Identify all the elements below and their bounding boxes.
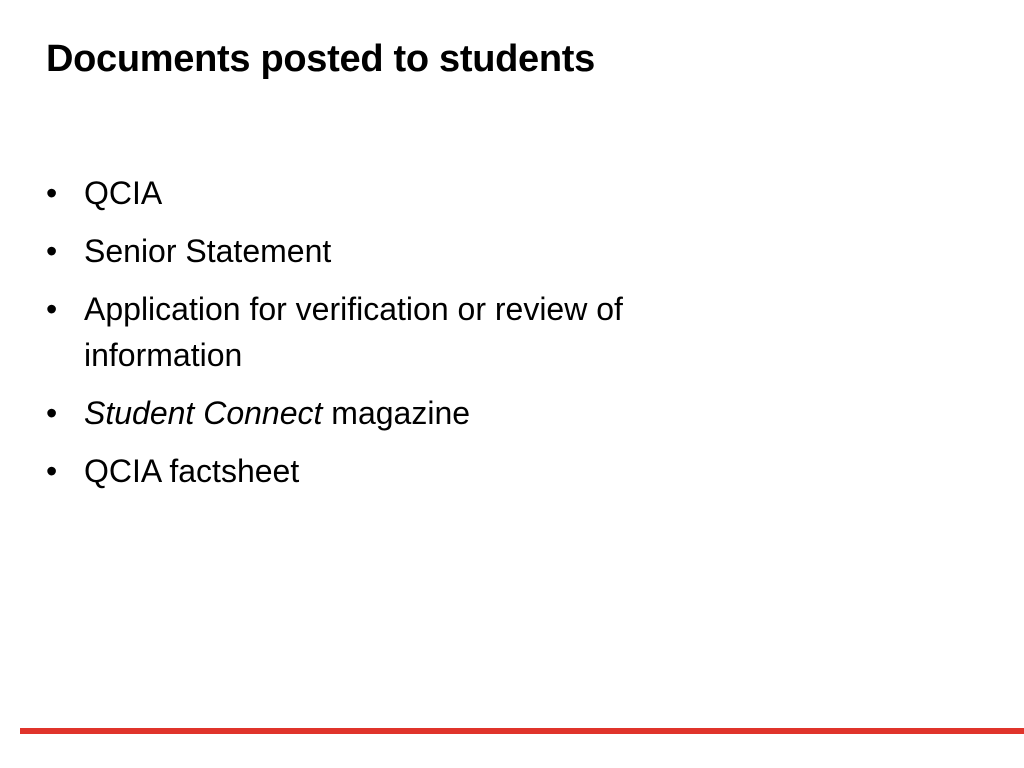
bullet-icon: • bbox=[46, 175, 58, 211]
list-item bbox=[46, 228, 736, 274]
slide-title: Documents posted to students bbox=[46, 38, 595, 80]
bullet-icon: • bbox=[46, 291, 58, 327]
bullet-icon: • bbox=[46, 233, 58, 269]
list-item-text: magazine bbox=[322, 395, 471, 431]
list-item bbox=[46, 448, 736, 494]
list-item-text: Senior Statement bbox=[84, 233, 332, 269]
list-item-text: QCIA factsheet bbox=[84, 453, 300, 489]
list-item bbox=[46, 286, 724, 378]
bullet-icon: • bbox=[46, 453, 58, 489]
list-item-text: Application for verification or review of information bbox=[84, 291, 623, 373]
list-item bbox=[46, 170, 736, 216]
list-item-italic-text: Student Connect bbox=[84, 395, 323, 431]
bullet-icon: • bbox=[46, 395, 58, 431]
list-item-text: QCIA bbox=[84, 175, 163, 211]
footer-divider bbox=[20, 728, 1024, 734]
list-item bbox=[46, 390, 736, 436]
bullet-list bbox=[46, 170, 736, 506]
